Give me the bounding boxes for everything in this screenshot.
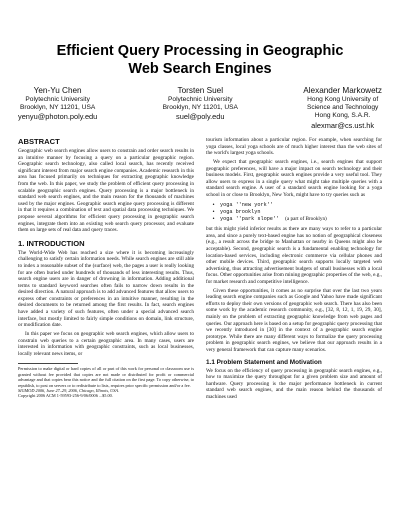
author-3	[303, 86, 382, 130]
author-affiliation-line-2: Science and Technology	[306, 104, 379, 112]
author-email: alexmar@cs.ust.hk	[311, 120, 375, 130]
author-1	[18, 86, 97, 130]
author-affiliation-location: Hong Kong, S.A.R.	[314, 112, 371, 120]
query-text: yoga brooklyn	[220, 208, 261, 215]
right-paragraph-4: Given these opportunities, it comes as no surprise that over the last two years leading search engine companies such as Google and Yahoo have made significant efforts to deploy their own versions of geographic web search. There has also been some work by the academic research community, e.g., [32, 8, 12, 1, 19, 29, 30], mainly on the problem of extracting geographic knowledge from web pages and queries. Our approach here is based on a setup for geographic query processing that we recently introduced in [30] in the context of a geographic search engine prototype. While there are many different ways to formalize the query processing problem in geographic search engines, we believe that our approach results in a very general framework that can capture many scenarios.	[206, 287, 382, 354]
query-example	[212, 209, 382, 216]
right-paragraph-5: We focus on the efficiency of query processing in geographic search engines, e.g., how to maximize the query throughput for a given problem size and amount of hardware. Query processing is the major performance bottleneck in current standard web search engines, and the main reason behind the thousands of machines used	[206, 367, 382, 400]
footnote-copyright: Copyright 2006 ACM 1-59593-256-9/06/0006 ...$5.00.	[18, 393, 113, 399]
author-email: yenyu@photon.poly.edu	[18, 112, 98, 122]
title-line-1: Efficient Query Processing in Geographic	[56, 43, 344, 59]
query-example	[212, 202, 382, 209]
intro-paragraph-1: The World-Wide Web has reached a size where it is becoming increasingly challenging to satisfy certain information needs. While search engines are still able to index a reasonable subset of the (surface) web, the pages a user is really looking for are often buried under hundreds of thousands of less interesting results. Thus, search engine users are in danger of drowning in information. Adding additional terms to standard keyword searches often fails to narrow down results in the desired direction. A natural approach is to add advanced features that allow users to express other constraints or preferences in an intuitive manner, resulting in the desired documents to be returned among the first results. In fact, search engines have added a variety of such features, often under a special advanced search interface, but mostly limited to fairly simple conditions on domain, link structure, or modification date.	[18, 249, 194, 329]
author-affiliation: Polytechnic University	[168, 96, 233, 103]
author-affiliation: Hong Kong University of	[307, 96, 379, 103]
author-affiliation-location: Brooklyn, NY 11201, USA	[162, 104, 238, 112]
left-column	[18, 137, 194, 399]
query-text: yoga ''park slope''	[220, 215, 280, 222]
abstract-text: Geographic web search engines allow users to constrain and order search results in an intuitive manner by focusing a query on a particular geographic region. Geographic search technology, also called local search, has recently received significant interest from major search engine companies. Academic research in this area has focused primarily on techniques for extracting geographic knowledge from the web. In this paper, we study the problem of efficient query processing in scalable geographic search engines. Query processing is a major bottleneck in standard web search engines, and the main reason for the thousands of machines used by the major engines. Geographic search engine query processing is different in that it requires a combination of text and spatial data processing techniques. We propose several algorithms for efficient query processing in geographic search engines, integrate them into an existing web search query processor, and evaluate them on large sets of real data and query traces.	[18, 148, 194, 234]
footnote-text: Permission to make digital or hard copies of all or part of this work for personal or classroom use is granted without fee provided that copies are not made or distributed for profit or commercial advantage and that copies bear this notice and the full citation on the first page. To copy otherwise, to republish, to post on servers or to redistribute to lists, requires prior specific permission and/or a fee.	[18, 366, 194, 388]
right-paragraph-2: We expect that geographic search engines, i.e., search engines that support geographic preferences, will have a major impact on search technology and their business models. First, geographic search engines provide a very useful tool. They allow users to express in a single query what might take multiple queries with a standard search engine. A user of a standard search engine looking for a yoga school in or close to Brooklyn, New York, might have to try queries such as	[206, 158, 382, 198]
footnote-divider	[18, 363, 78, 364]
author-affiliation: Polytechnic University	[25, 96, 90, 103]
right-column	[206, 137, 382, 403]
author-name: Alexander Markowetz	[303, 86, 382, 95]
author-affiliation-location: Brooklyn, NY 11201, USA	[20, 104, 96, 112]
abstract-heading: ABSTRACT	[18, 137, 60, 146]
paper-title	[0, 42, 400, 78]
introduction-heading: 1. INTRODUCTION	[18, 238, 85, 248]
query-example	[212, 216, 382, 223]
author-name: Yen-Yu Chen	[33, 86, 82, 95]
footnote-venue: SIGMOD 2006, June 27–29, 2006, Chicago, Illinois, USA.	[18, 388, 120, 394]
author-name: Torsten Suel	[177, 86, 224, 95]
author-email: suel@poly.edu	[176, 112, 225, 122]
intro-paragraph-2: In this paper we focus on geographic web search engines, which allow users to constrain web queries to a certain geographic area. In many cases, users are interested in information with geographic constraints, such as local businesses, locally relevant news items, or	[18, 331, 194, 357]
right-paragraph-1: tourism information about a particular region. For example, when searching for yoga classes, local yoga schools are of much higher interest than the web sites of the world's largest yoga schools.	[206, 137, 382, 157]
author-2	[163, 86, 238, 130]
author-block	[18, 86, 382, 130]
permission-footnote	[18, 366, 194, 398]
subsection-heading: 1.1 Problem Statement and Motivation	[206, 358, 322, 366]
right-paragraph-3: but this might yield inferior results as there are many ways to refer to a particular area, and since a purely text-based engine has no notion of geographical closeness (e.g., a result across the bridge to Manhattan or nearby in Queens might also be acceptable). Second, geographic search is a fundamental enabling technology for location-based services, including electronic commerce via cellular phones and other mobile devices. Third, geographic search supports locally targeted web advertising, thus attracting advertisement budgets of small businesses with a local focus. Other opportunities arise from mining geographic properties of the web, e.g., for market research and competitive intelligence.	[206, 226, 382, 285]
title-line-2: Web Search Engines	[128, 61, 272, 77]
query-examples-list	[212, 202, 382, 224]
query-text: yoga ''new york''	[220, 201, 273, 208]
query-note: (a part of Brooklyn)	[285, 215, 327, 222]
